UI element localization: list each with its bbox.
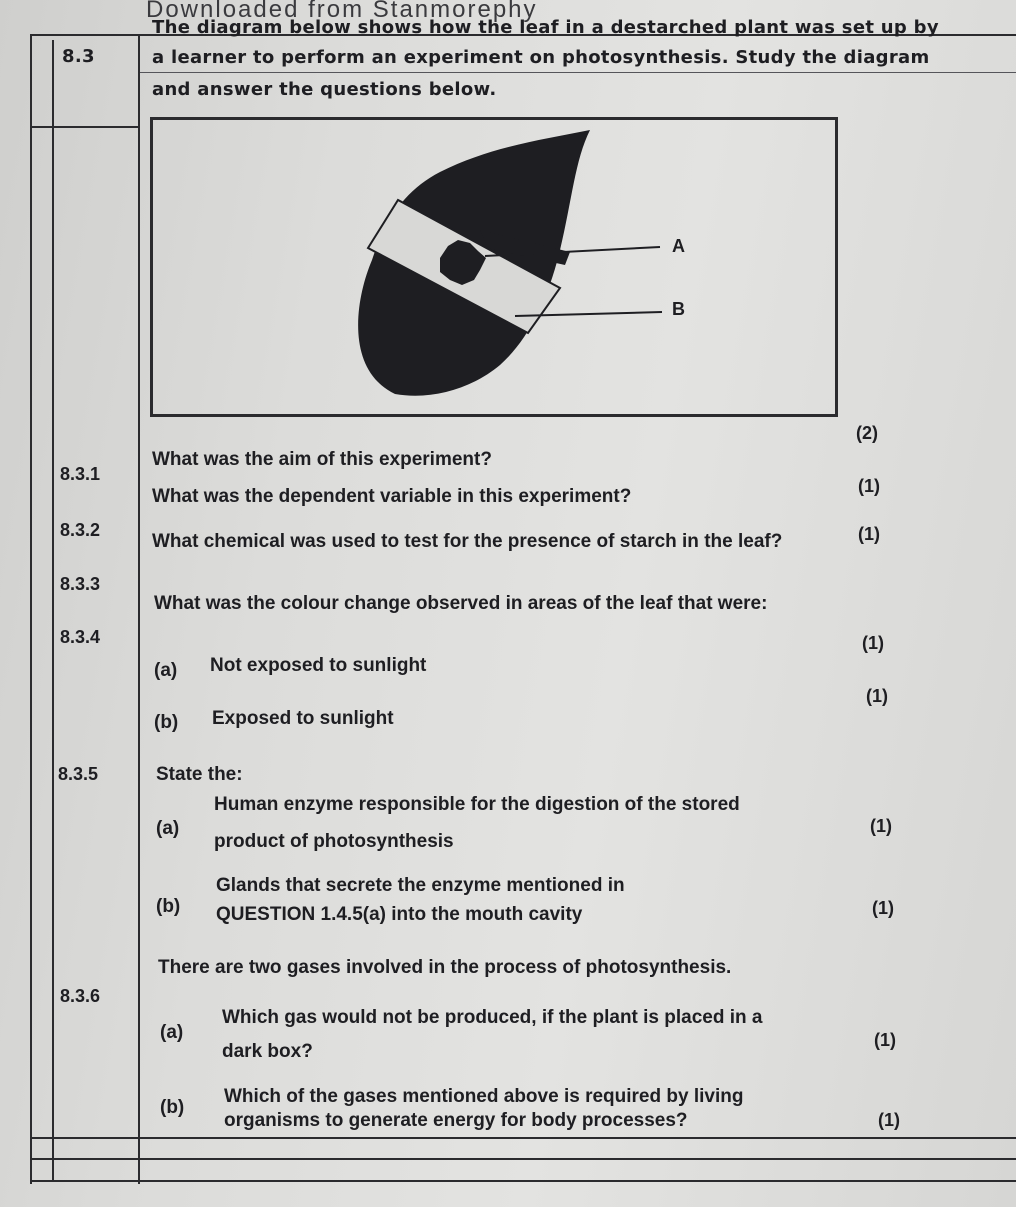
q834-number: 8.3.4 [60, 627, 101, 647]
q831-text: What was the aim of this experiment? [152, 449, 492, 470]
q835-text: State the: [156, 764, 243, 785]
q835-a-letter: (a) [156, 818, 180, 839]
table-bottom-line [30, 1137, 1016, 1139]
download-watermark: Downloaded from Stanmorephy [146, 0, 538, 23]
diagram-label-b: B [672, 299, 685, 319]
q836-b-letter: (b) [160, 1097, 185, 1118]
q836-a-line-2: dark box? [222, 1041, 313, 1062]
q835-a-line-2: product of photosynthesis [214, 831, 454, 852]
q834-text: What was the colour change observed in areas of the leaf that were: [154, 593, 768, 614]
q836-b-line-2: organisms to generate energy for body processes? [224, 1110, 688, 1131]
q835-number: 8.3.5 [58, 764, 99, 784]
q834-a-marks: (1) [862, 633, 884, 653]
q831-marks: (2) [856, 423, 878, 443]
q832-number: 8.3.2 [60, 520, 101, 540]
question-intro-line-1: The diagram below shows how the leaf in a destarched plant was set up by [152, 17, 939, 38]
q833-marks: (1) [858, 524, 880, 544]
q831-number: 8.3.1 [60, 464, 101, 484]
leaf-diagram [0, 0, 1016, 430]
q835-b-marks: (1) [872, 898, 894, 918]
q835-a-line-1: Human enzyme responsible for the digestion of the stored [214, 794, 740, 815]
q834-a-letter: (a) [154, 660, 178, 681]
q835-b-line-1: Glands that secrete the enzyme mentioned in [216, 875, 625, 896]
q836-a-marks: (1) [874, 1030, 896, 1050]
table-footer-line [30, 1158, 1016, 1160]
q836-b-line-1: Which of the gases mentioned above is required by living [224, 1086, 744, 1107]
q833-text: What chemical was used to test for the presence of starch in the leaf? [152, 531, 783, 552]
q834-b-marks: (1) [866, 686, 888, 706]
q836-a-line-1: Which gas would not be produced, if the plant is placed in a [222, 1007, 763, 1028]
q835-a-marks: (1) [870, 816, 892, 836]
question-number: 8.3 [62, 46, 95, 67]
q832-marks: (1) [858, 476, 880, 496]
q836-number: 8.3.6 [60, 986, 101, 1006]
q834-a-text: Not exposed to sunlight [210, 655, 427, 676]
q836-text: There are two gases involved in the process of photosynthesis. [158, 957, 732, 978]
question-intro-line-2: a learner to perform an experiment on photosynthesis. Study the diagram [152, 47, 930, 68]
table-bottom-border [30, 1180, 1016, 1182]
q833-number: 8.3.3 [60, 574, 101, 594]
q832-text: What was the dependent variable in this experiment? [152, 486, 632, 507]
q834-b-letter: (b) [154, 712, 179, 733]
q835-b-line-2: QUESTION 1.4.5(a) into the mouth cavity [216, 904, 583, 925]
leaf-illustration [358, 130, 662, 396]
diagram-label-a: A [672, 236, 685, 256]
q835-b-letter: (b) [156, 896, 181, 917]
q836-b-marks: (1) [878, 1110, 900, 1130]
q836-a-letter: (a) [160, 1022, 184, 1043]
q834-b-text: Exposed to sunlight [212, 708, 394, 729]
question-intro-line-3: and answer the questions below. [152, 79, 497, 100]
